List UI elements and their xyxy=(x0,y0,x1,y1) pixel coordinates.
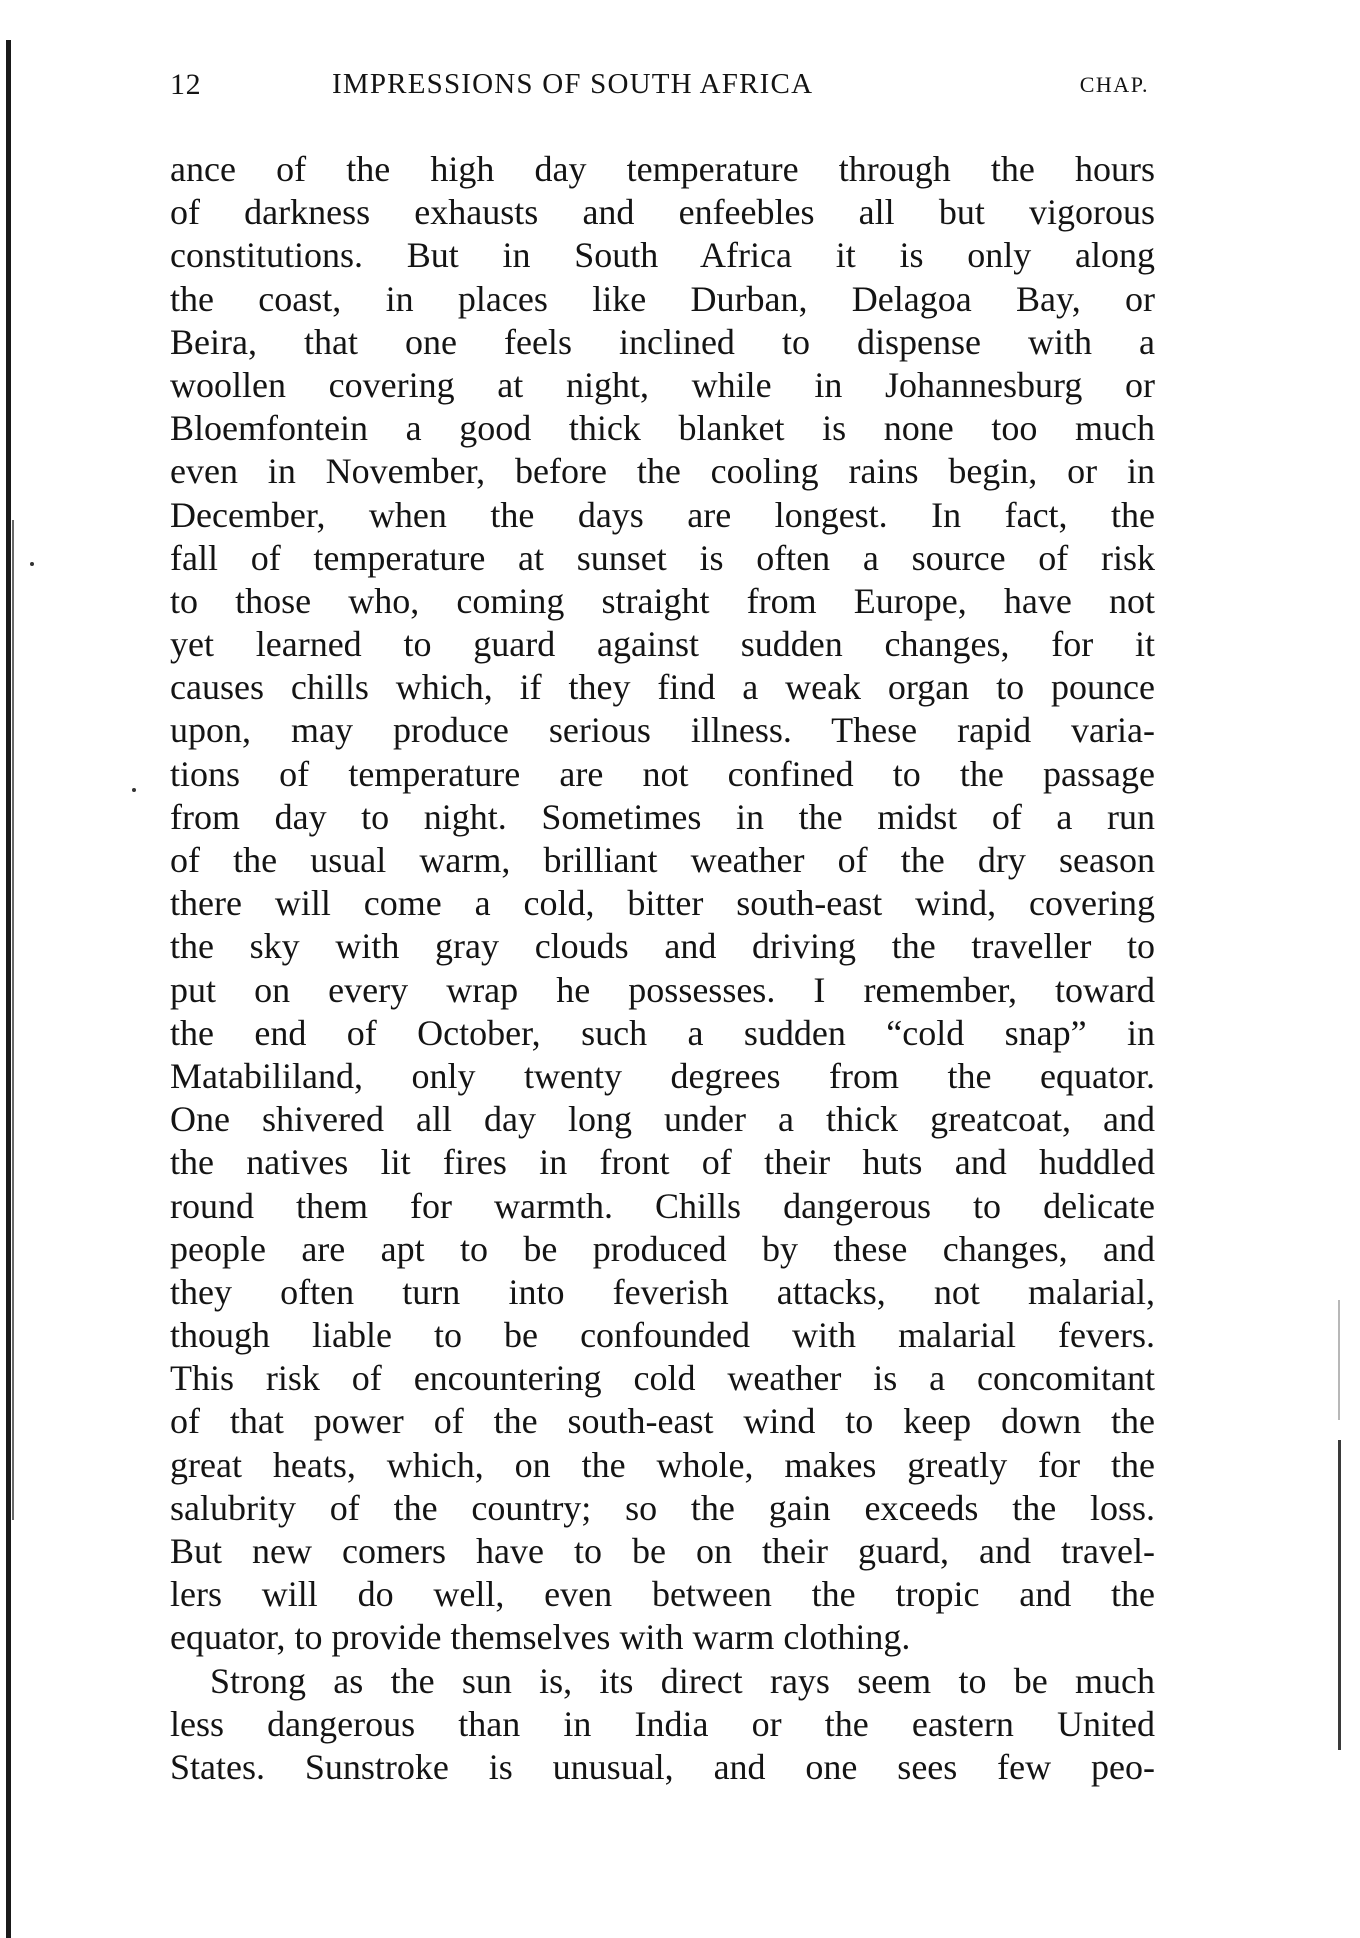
text-line: of darkness exhausts and enfeebles all but vigorous xyxy=(170,192,1155,233)
text-line: upon, may produce serious illness. These rapid varia- xyxy=(170,710,1155,751)
text-line: to those who, coming straight from Europe, have not xyxy=(170,580,1155,621)
text-line: the natives lit fires in front of their huts and huddled xyxy=(170,1142,1155,1183)
text-line: equator, to provide themselves with warm clothing. xyxy=(170,1617,911,1658)
paragraph xyxy=(170,148,1155,1660)
chapter-label: CHAP. xyxy=(1079,72,1149,97)
text-line: December, when the days are longest. In fact, the xyxy=(170,494,1155,535)
text-line: put on every wrap he possesses. I remember, toward xyxy=(170,969,1155,1010)
text-line: less dangerous than in India or the eastern United xyxy=(170,1703,1155,1744)
text-line: States. Sunstroke is unusual, and one sees few peo- xyxy=(170,1746,1155,1787)
running-head xyxy=(170,68,1155,108)
body-text xyxy=(170,148,1155,1789)
running-title: IMPRESSIONS OF SOUTH AFRICA xyxy=(332,68,814,100)
text-line: Matabililand, only twenty degrees from the equator. xyxy=(170,1055,1155,1096)
text-line: woollen covering at night, while in Johannesburg or xyxy=(170,364,1155,405)
text-line: of that power of the south-east wind to keep down the xyxy=(170,1401,1155,1442)
text-line: Bloemfontein a good thick blanket is none too much xyxy=(170,408,1155,449)
text-line: yet learned to guard against sudden changes, for it xyxy=(170,624,1155,665)
text-line: This risk of encountering cold weather is a concomitant xyxy=(170,1358,1155,1399)
text-line: Beira, that one feels inclined to dispense with a xyxy=(170,321,1155,362)
text-line: But new comers have to be on their guard, and travel- xyxy=(170,1531,1155,1571)
binding-shadow xyxy=(12,520,14,1520)
text-line: they often turn into feverish attacks, not malarial, xyxy=(170,1271,1155,1312)
text-line: the sky with gray clouds and driving the traveller to xyxy=(170,926,1155,967)
text-line: salubrity of the country; so the gain exceeds the loss. xyxy=(170,1487,1155,1528)
text-line: even in November, before the cooling rains begin, or in xyxy=(170,451,1155,492)
text-line: lers will do well, even between the tropic and the xyxy=(170,1574,1155,1615)
text-line: people are apt to be produced by these changes, and xyxy=(170,1228,1155,1269)
page-number: 12 xyxy=(170,68,202,101)
text-line: constitutions. But in South Africa it is only along xyxy=(170,235,1155,276)
text-line: from day to night. Sometimes in the midst of a run xyxy=(170,796,1155,837)
text-line: One shivered all day long under a thick greatcoat, and xyxy=(170,1099,1155,1140)
text-line: there will come a cold, bitter south-east wind, covering xyxy=(170,883,1155,924)
text-line: though liable to be confounded with malarial fevers. xyxy=(170,1315,1155,1356)
text-line: Strong as the sun is, its direct rays seem to be much xyxy=(210,1660,1155,1701)
paragraph xyxy=(170,1660,1155,1790)
text-line: great heats, which, on the whole, makes greatly for the xyxy=(170,1444,1155,1485)
text-line: fall of temperature at sunset is often a source of risk xyxy=(170,537,1155,578)
edge-mark-faint xyxy=(1338,1300,1340,1420)
text-line: causes chills which, if they find a weak organ to pounce xyxy=(170,667,1155,708)
text-line: the coast, in places like Durban, Delagoa Bay, or xyxy=(170,278,1155,319)
edge-mark xyxy=(1338,1440,1341,1750)
text-line: the end of October, such a sudden “cold snap” in xyxy=(170,1012,1155,1053)
stray-mark xyxy=(132,788,136,792)
text-line: tions of temperature are not confined to the passage xyxy=(170,753,1155,794)
text-line: ance of the high day temperature through the hours xyxy=(170,149,1155,189)
text-line: of the usual warm, brilliant weather of the dry season xyxy=(170,840,1155,880)
binding-edge xyxy=(6,40,11,1938)
stray-mark xyxy=(30,562,34,566)
text-line: round them for warmth. Chills dangerous to delicate xyxy=(170,1185,1155,1226)
